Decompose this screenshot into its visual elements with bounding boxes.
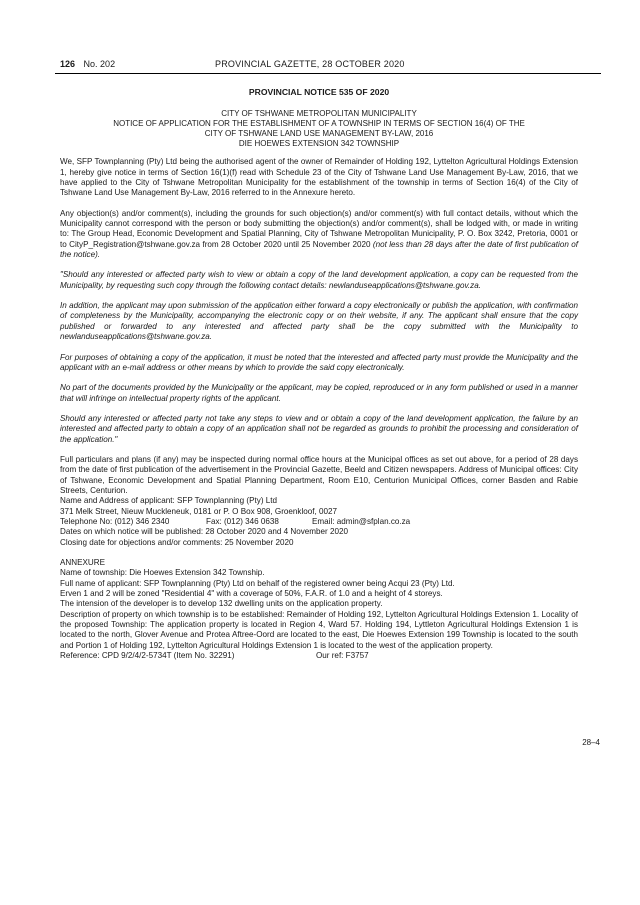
particulars-text: Full particulars and plans (if any) may be inspected during normal office hours at the Municipal offices as set out above, for a period of 28 days from the date of first publication of the advertisement in the Provincial Gazette, Beeld and Citizen newspapers. Address of Municipal offices: City of Tshwane, Economic Development and Spatial Planning Department, Room E10, Centurion Municipal Offices, corner Basden and Rabie Streets, Centurion. <box>60 454 578 495</box>
email-address: Email: admin@sfplan.co.za <box>312 516 411 526</box>
objections-period-note: (not less than 28 days after the date of first publication of the notice). <box>60 239 578 260</box>
copy-request-paragraph: "Should any interested or affected party wish to view or obtain a copy of the land development application, a copy can be requested from the Municipality, by requesting such copy through the following contact details: newlanduseapplications@tshwane.gov.za. <box>60 270 578 290</box>
notice-heading <box>60 109 578 149</box>
heading-line: DIE HOEWES EXTENSION 342 TOWNSHIP <box>238 139 400 149</box>
township-name: Name of township: Die Hoewes Extension 342 Township. <box>60 568 265 578</box>
fax-number: Fax: (012) 346 0638 <box>206 516 279 526</box>
reference-number: Reference: CPD 9/2/4/2-5734T (Item No. 32291) <box>60 651 235 661</box>
intro-paragraph: We, SFP Townplanning (Pty) Ltd being the authorised agent of the owner of Remainder of Holding 192, Lyttelton Agricultural Holdings Extension 1, hereby give notice in terms of Section 16(1)(f) read with Schedule 23 of the City of Tshwane Land Use Management By-Law, 2016, that we have applied to the City of Tshwane Metropolitan Municipality for the establishment of the township in terms of Section 16(4) of the City of Tshwane Land Use Management By-Law, 2016 referred to in the Annexure hereto. <box>60 157 578 198</box>
annexure-block <box>60 558 578 661</box>
email-requirement-paragraph: For purposes of obtaining a copy of the application, it must be noted that the interested and affected party must provide the Municipality and the applicant with an e-mail address or other means by which to provide the said copy electronically. <box>60 352 578 372</box>
copyright-paragraph: No part of the documents provided by the Municipality or the applicant, may be copied, reproduced or in any form published or used in a manner that will infringe on intellectual property rights of the applicant. <box>60 383 578 403</box>
applicant-full-name: Full name of applicant: SFP Townplanning (Pty) Ltd on behalf of the registered owner being Acqui 23 (Pty) Ltd. <box>60 578 455 588</box>
publication-dates: Dates on which notice will be published: 28 October 2020 and 4 November 2020 <box>60 527 348 537</box>
electronic-copy-paragraph: In addition, the applicant may upon submission of the application either forward a copy electronically or publish the application, with confirmation of completeness by the Municipality, accompanying the electronic copy or on their website, if any. The applicant shall ensure that the copy published or forwarded to any interested and affected party shall be the copy submitted with the Municipality to newlanduseapplications@tshwane.gov.za. <box>60 301 578 342</box>
reference-line <box>60 651 578 661</box>
page-number: 126 <box>60 59 76 69</box>
closing-date: Closing date for objections and/or comments: 25 November 2020 <box>60 537 294 547</box>
heading-line: NOTICE OF APPLICATION FOR THE ESTABLISHMENT OF A TOWNSHIP IN TERMS OF SECTION 16(4) OF THE <box>113 119 525 129</box>
applicant-name: Name and Address of applicant: SFP Townplanning (Pty) Ltd <box>60 496 278 506</box>
our-reference: Our ref: F3757 <box>316 651 369 661</box>
annexure-title: ANNEXURE <box>60 558 105 567</box>
notice-code: 28–4 <box>582 738 600 747</box>
objections-text: Any objection(s) and/or comment(s), including the grounds for such objection(s) and/or comment(s) with full contact details, without which the Municipality cannot correspond with the person or body submitting the objection(s) and/or comment(s), shall be lodged with, or made in writing to: The Group Head, Economic Development and Spatial Planning, City of Tshwane Metropolitan Municipality, P. O. Box 3242, Pretoria, 0001 or to CityP_Registration@tshwane.gov.za from 28 October 2020 until 25 November 2020 <box>60 208 578 249</box>
gazette-title: PROVINCIAL GAZETTE, 28 OCTOBER 2020 <box>215 59 405 69</box>
property-description: Description of property on which township is to be established: Remainder of Holding 192, Lyttelton Agricultural Holdings Extension 1. Locality of the proposed Township: The application property is located in Region 4, Ward 57. Holding 194, Lyttleton Agricultural Holdings Extension 1 is located to the north, Glover Avenue and Protea Aftree-Oord are located to the east, Die Hoewes Extension 199 Township is located to the south and Portion 1 of Holding 192, Lyttelton Agricultural Holdings Extension 1 is located to the west of the application property. <box>60 609 578 650</box>
page-header <box>60 57 600 71</box>
telephone-number: Telephone No: (012) 346 2340 <box>60 516 170 526</box>
particulars-block <box>60 455 578 548</box>
heading-line: CITY OF TSHWANE METROPOLITAN MUNICIPALITY <box>221 109 417 119</box>
developer-intention: The intension of the developer is to develop 132 dwelling units on the application property. <box>60 599 383 609</box>
contact-line <box>60 517 578 527</box>
heading-line: CITY OF TSHWANE LAND USE MANAGEMENT BY-LAW, 2016 <box>204 129 434 139</box>
notice-body <box>60 87 578 661</box>
issue-number: No. 202 <box>83 59 116 69</box>
applicant-address: 371 Melk Street, Nieuw Muckleneuk, 0181 or P. O Box 908, Groenkloof, 0027 <box>60 506 337 516</box>
objections-paragraph <box>60 209 578 261</box>
failure-paragraph: Should any interested or affected party not take any steps to view and or obtain a copy of the land development application, the failure by an interested and affected party to obtain a copy of an application shall not be regarded as grounds to prohibit the processing and consideration of the application." <box>60 413 578 444</box>
header-rule <box>55 73 601 74</box>
notice-title: PROVINCIAL NOTICE 535 OF 2020 <box>248 87 390 97</box>
erven-zoning: Erven 1 and 2 will be zoned "Residential 4" with a coverage of 50%, F.A.R. of 1.0 and a height of 4 storeys. <box>60 589 443 599</box>
